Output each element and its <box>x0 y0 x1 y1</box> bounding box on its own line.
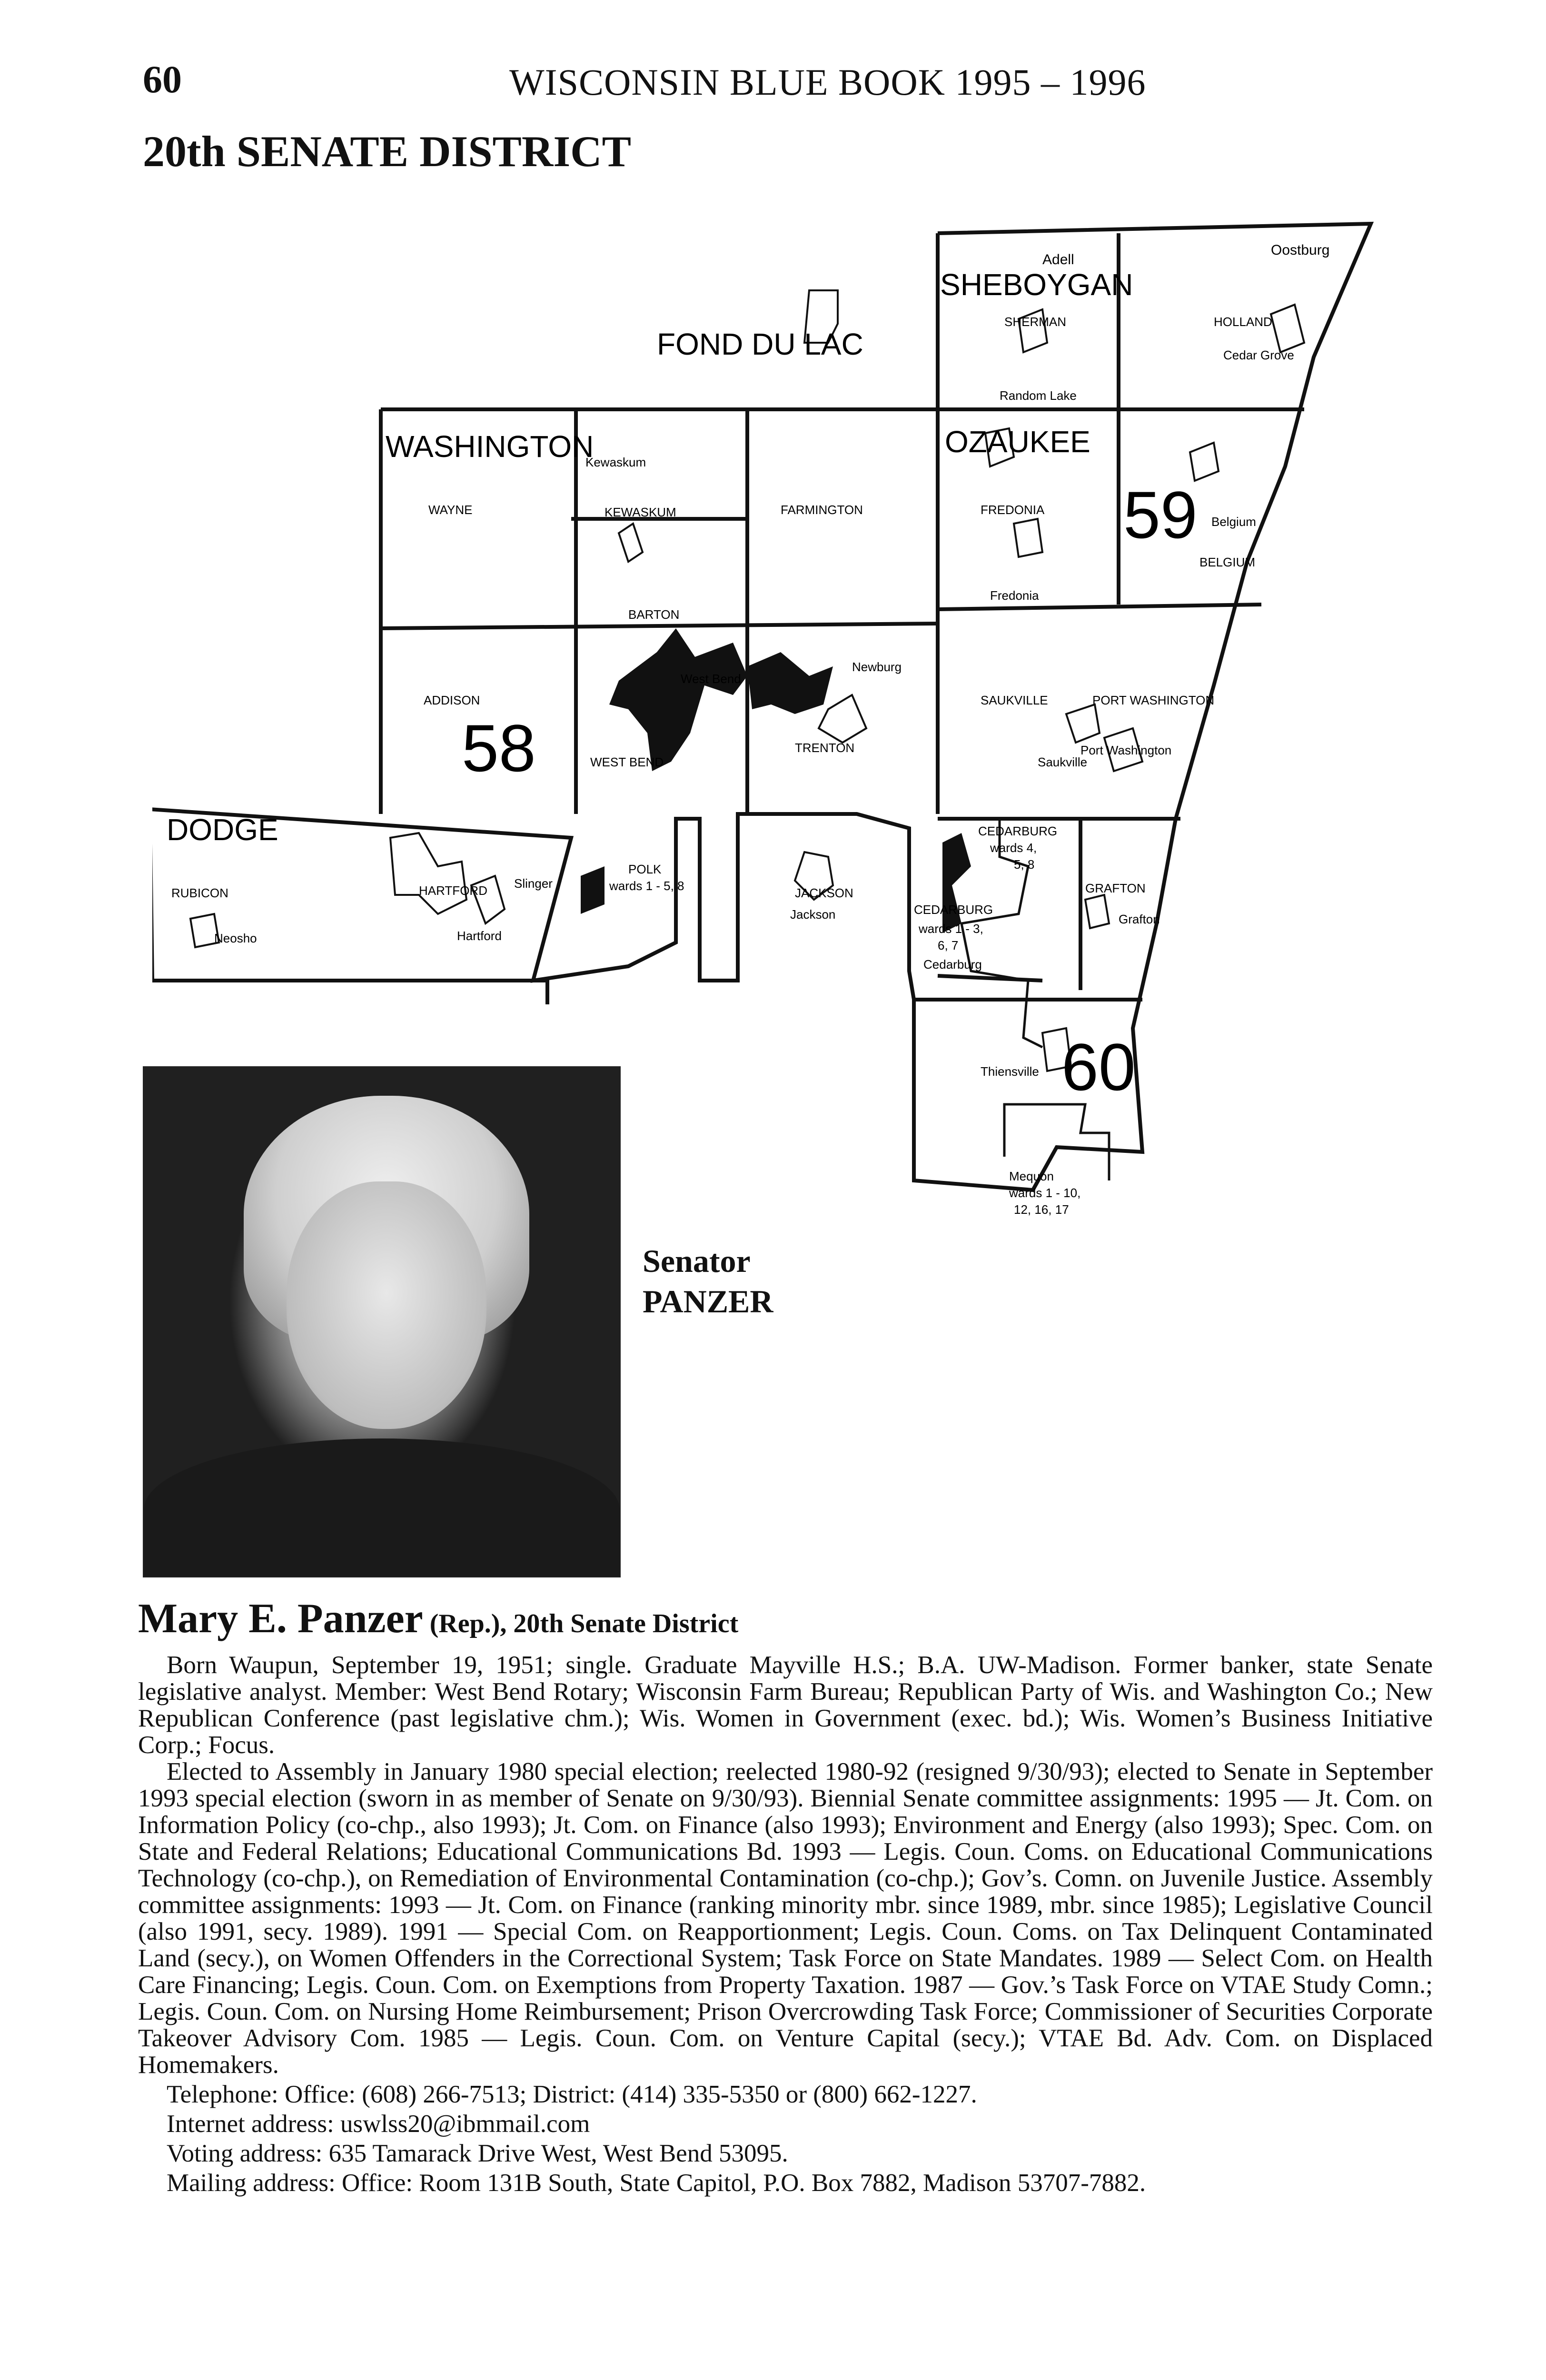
map-label-slinger: Slinger <box>514 876 553 891</box>
bio-heading <box>138 1595 738 1643</box>
portrait-caption-name: PANZER <box>643 1283 773 1319</box>
map-label-saukville-village: Saukville <box>1038 755 1088 769</box>
map-label-adell: Adell <box>1042 252 1074 268</box>
map-label-sherman: SHERMAN <box>1004 315 1067 329</box>
map-label-cedarburg-city-wards: wards 1 - 3, <box>919 922 983 936</box>
section-title: 20th SENATE DISTRICT <box>143 127 631 176</box>
map-label-polk: POLK <box>628 862 662 876</box>
map-label-port-washington: PORT WASHINGTON <box>1092 693 1215 707</box>
map-label-cedarburg-wards-2: 5, 8 <box>1014 857 1035 872</box>
map-label-west-bend-city: West Bend <box>681 672 741 686</box>
map-label-wayne: WAYNE <box>428 503 473 517</box>
page-number: 60 <box>143 58 182 101</box>
map-label-jackson: JACKSON <box>795 886 853 900</box>
map-label-mequon-wards: wards 1 - 10, <box>1009 1186 1081 1200</box>
map-label-washington: WASHINGTON <box>386 429 594 464</box>
map-label-fond-du-lac: FOND DU LAC <box>657 327 863 361</box>
map-label-hartford-city: Hartford <box>457 929 502 943</box>
map-label-belgium-village: Belgium <box>1211 515 1256 529</box>
map-label-newburg: Newburg <box>852 660 902 674</box>
map-label-holland: HOLLAND <box>1214 315 1272 329</box>
map-label-cedarburg-village: Cedarburg <box>923 957 982 972</box>
village-slinger-shape <box>581 866 605 914</box>
bio-paragraph-career: Elected to Assembly in January 1980 special election; reelected 1980-92 (resigned 9/30/93); elected to Senate in September 1993 special election (sworn in as member of Senate on 9/30/93). Biennial Senate committee assignments: 1995 — Jt. Com. on Information Policy (co-chp., also 1993); Jt. Com. on Finance (also 1993); Environment and Energy (also 1993); Spec. Com. on State and Federal Relations; Educational Communications Bd. 1993 — Legis. Coun. Coms. on Educational Communications Technology (co-chp.), on Remediation of Environmental Contamination (co-chp.); Gov’s. Comn. on Juvenile Justice. Assembly committee assignments: 1993 — Jt. Com. on Finance (ranking minority mbr. since 1989, mbr. since 1985); Legislative Council (also 1991, secy. 1989). 1991 — Special Com. on Reapportionment; Legis. Coun. Coms. on Tax Delinquent Contaminated Land (secy.), on Women Offenders in the Correctional System; Task Force on State Mandates. 1989 — Select Com. on Health Care Financing; Legis. Coun. Com. on Exemptions from Property Taxation. 1987 — Gov.’s Task Force on VTAE Study Comn.; Legis. Coun. Com. on Nursing Home Reimbursement; Prison Overcrowding Task Force; Commissioner of Securities Corporate Takeover Advisory Com. 1985 — Legis. Coun. Com. on Venture Capital (secy.); VTAE Bd. Adv. Com. on Displaced Homemakers. <box>138 1758 1433 2079</box>
map-label-saukville: SAUKVILLE <box>981 693 1048 707</box>
map-label-dodge: DODGE <box>167 813 278 847</box>
map-label-barton: BARTON <box>628 607 680 622</box>
portrait-caption-title: Senator <box>643 1243 751 1279</box>
map-label-district-60: 60 <box>1061 1030 1136 1104</box>
bio-paragraph-personal: Born Waupun, September 19, 1951; single. Graduate Mayville H.S.; B.A. UW-Madison. Former banker, state Senate legislative analyst. Member: West Bend Rotary; Wisconsin Farm Bureau; Republican Party of Wis. and Washington Co.; New Republican Conference (past legislative chm.); Wis. Women in Government (exec. bd.); Wis. Women’s Business Initiative Corp.; Focus. <box>138 1651 1433 1759</box>
map-label-farmington: FARMINGTON <box>781 503 863 517</box>
map-label-polk-wards: wards 1 - 5, 8 <box>609 879 684 893</box>
map-label-fredonia: FREDONIA <box>981 503 1045 517</box>
map-label-mequon: Mequon <box>1009 1169 1054 1183</box>
map-label-oostburg: Oostburg <box>1271 242 1330 258</box>
map-label-thiensville: Thiensville <box>981 1064 1039 1079</box>
map-label-fredonia-village: Fredonia <box>990 588 1039 603</box>
map-label-belgium: BELGIUM <box>1199 555 1256 569</box>
map-label-random-lake: Random Lake <box>1000 388 1077 403</box>
map-label-cedarburg-wards: wards 4, <box>990 841 1037 855</box>
map-label-cedarburg-city: CEDARBURG <box>914 902 993 917</box>
map-label-west-bend: WEST BEND <box>590 755 664 769</box>
city-west-bend-shape <box>609 628 747 771</box>
map-label-district-59: 59 <box>1123 477 1198 552</box>
map-label-cedar-grove: Cedar Grove <box>1223 348 1294 362</box>
bio-mailing-address: Mailing address: Office: Room 131B South, State Capitol, P.O. Box 7882, Madison 53707-7882. <box>167 2169 1146 2197</box>
bio-name: Mary E. Panzer <box>138 1596 423 1642</box>
map-label-grafton-village: Grafton <box>1119 912 1160 926</box>
map-label-cedarburg-t: CEDARBURG <box>978 824 1058 838</box>
city-west-bend-shape-2 <box>747 652 833 714</box>
map-label-hartford: HARTFORD <box>419 883 487 898</box>
map-label-sheboygan: SHEBOYGAN <box>940 268 1133 302</box>
city-cedarburg-shape <box>942 833 971 933</box>
portrait-shoulders <box>144 1438 620 1577</box>
map-label-neosho: Neosho <box>214 931 257 945</box>
bio-internet-address: Internet address: uswlss20@ibmmail.com <box>167 2110 590 2138</box>
bio-telephone: Telephone: Office: (608) 266-7513; District: (414) 335-5350 or (800) 662-1227. <box>167 2081 977 2108</box>
bio-voting-address: Voting address: 635 Tamarack Drive West, West Bend 53095. <box>167 2140 788 2167</box>
map-label-trenton: TRENTON <box>795 741 855 755</box>
map-label-kewaskum: KEWASKUM <box>605 505 676 519</box>
bio-party-district: (Rep.), 20th Senate District <box>423 1609 739 1638</box>
map-label-jackson-village: Jackson <box>790 907 836 922</box>
map-label-district-58: 58 <box>462 711 536 785</box>
map-label-mequon-wards-2: 12, 16, 17 <box>1014 1202 1069 1217</box>
running-head: WISCONSIN BLUE BOOK 1995 – 1996 <box>509 61 1146 103</box>
map-label-rubicon: RUBICON <box>171 886 228 900</box>
map-label-kewaskum-village: Kewaskum <box>585 455 646 469</box>
map-label-grafton: GRAFTON <box>1085 881 1146 895</box>
map-label-cedarburg-city-wards-2: 6, 7 <box>938 938 959 952</box>
map-label-port-washington-city: Port Washington <box>1080 743 1172 757</box>
map-label-addison: ADDISON <box>424 693 480 707</box>
map-label-ozaukee: OZAUKEE <box>945 425 1090 459</box>
senator-portrait-photo <box>143 1066 621 1577</box>
bio-body <box>138 1652 1433 2196</box>
portrait-face <box>287 1181 486 1429</box>
